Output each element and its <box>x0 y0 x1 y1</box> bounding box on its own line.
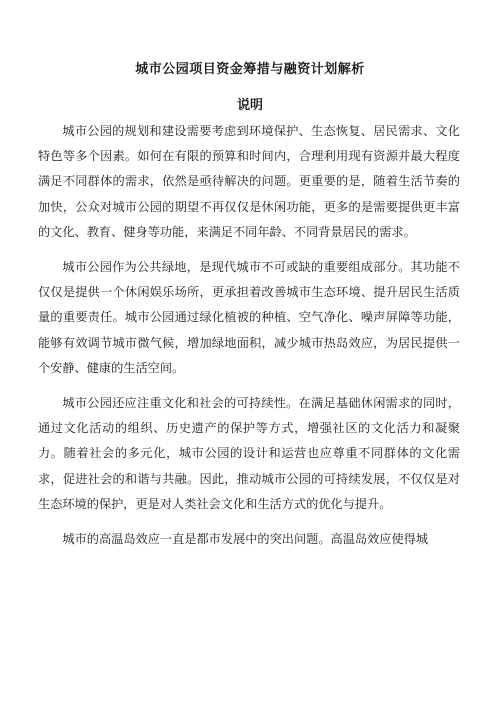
paragraph: 城市公园的规划和建设需要考虑到环境保护、生态恢复、居民需求、文化特色等多个因素。如何在有限的预算和时间内，合理利用现有资源并最大程度满足不同群体的需求，依然是亟待解决的问题。更重要的是，随着生活节奏的加快，公众对城市公园的期望不再仅仅是休闲功能，更多的是需要提供更丰富的文化、教育、健身等功能，来满足不同年龄、不同背景居民的需求。 <box>38 124 460 239</box>
document-body <box>38 119 460 562</box>
paragraph: 城市的高温岛效应一直是都市发展中的突出问题。高温岛效应使得城 <box>62 532 429 547</box>
paragraph: 城市公园还应注重文化和社会的可持续性。在满足基础休闲需求的同时，通过文化活动的组织、历史遗产的保护等方式，增强社区的文化活力和凝聚力。随着社会的多元化，城市公园的设计和运营也应尊重不同群体的文化需求，促进社会的和谐与共融。因此，推动城市公园的可持续发展，不仅仅是对生态环境的保护，更是对人类社会文化和生活方式的优化与提升。 <box>38 396 460 511</box>
paragraph: 城市公园作为公共绿地，是现代城市不可或缺的重要组成部分。其功能不仅仅是提供一个休闲娱乐场所，更承担着改善城市生态环境、提升居民生活质量的重要责任。城市公园通过绿化植被的种植、空气净化、噪声屏障等功能，能够有效调节城市微气候，增加绿地面积，减少城市热岛效应，为居民提供一个安静、健康的生活空间。 <box>38 260 460 375</box>
document-title: 城市公园项目资金筹措与融资计划解析 <box>135 62 365 77</box>
section-heading: 说明 <box>236 98 263 113</box>
